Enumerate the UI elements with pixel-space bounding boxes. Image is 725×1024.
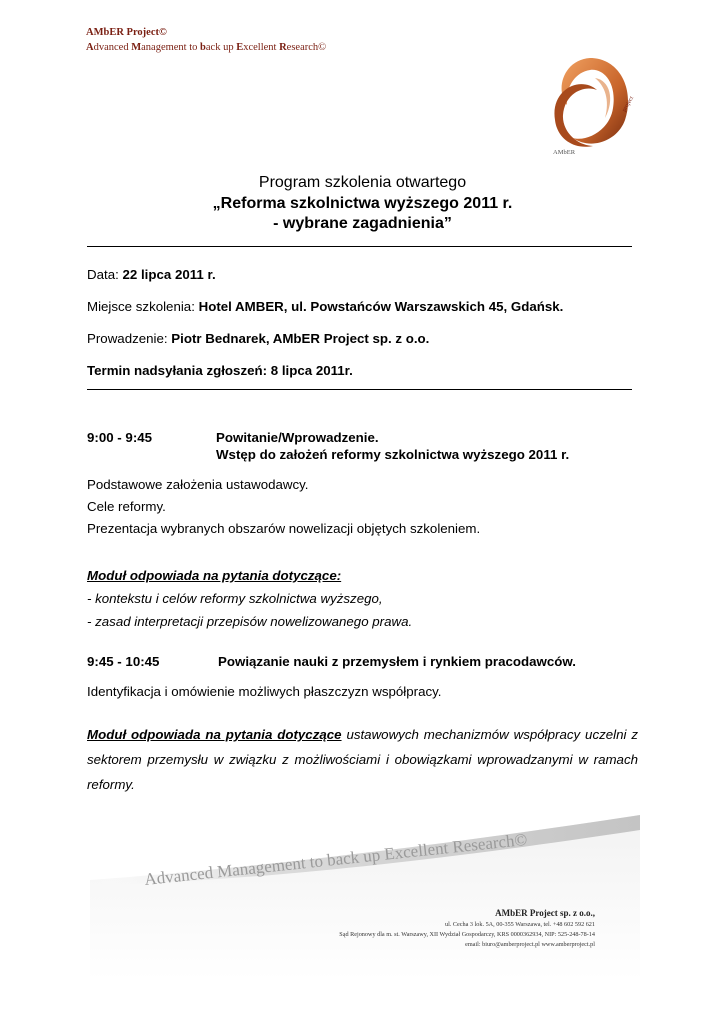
footer-address: ul. Cecha 3 lok. 5A, 00-355 Warszawa, tel. +48 602 592 621 <box>445 921 595 928</box>
program-title: Program szkolenia otwartego <box>258 174 467 191</box>
footer-court: Sąd Rejonowy dla m. st. Warszawy, XII Wydział Gospodarczy, KRS 0000362934, NIP: 525-248-78-14 <box>339 931 595 938</box>
divider-line <box>87 389 632 390</box>
svg-text:Advanced Management to back up: Advanced Management to back up Excellent Research© <box>143 829 529 889</box>
header-brand: AMbER Project© <box>86 27 167 38</box>
deadline-line: Termin nadsyłania zgłoszeń: 8 lipca 2011r. <box>87 363 353 378</box>
header-slogan: Advanced Management to back up Excellent Research© <box>86 42 327 53</box>
footer-email: email: biuro@amberproject.pl www.amberproject.pl <box>465 941 595 948</box>
module-heading: Moduł odpowiada na pytania dotyczące: <box>87 568 342 583</box>
place-line: Miejsce szkolenia: Hotel AMBER, ul. Powstańców Warszawskich 45, Gdańsk. <box>87 299 564 314</box>
list-item: Cele reformy. <box>87 499 166 514</box>
training-subtitle: - wybrane zagadnienia” <box>273 215 452 232</box>
list-item: Prezentacja wybranych obszarów nowelizacji objętych szkoleniem. <box>87 521 481 536</box>
svg-text:project: project <box>621 95 636 113</box>
list-item: Podstawowe założenia ustawodawcy. <box>87 477 309 492</box>
session1-subtitle: Wstęp do założeń reformy szkolnictwa wyższego 2011 r. <box>216 447 570 462</box>
session1-title: Powitanie/Wprowadzenie. <box>216 430 379 445</box>
list-item: Identyfikacja i omówienie możliwych płaszczyzn współpracy. <box>87 684 442 699</box>
date-line: Data: 22 lipca 2011 r. <box>87 267 216 282</box>
svg-text:AMbER: AMbER <box>553 149 576 156</box>
module-item: - zasad interpretacji przepisów nowelizowanego prawa. <box>87 614 413 629</box>
session2-time: 9:45 - 10:45 <box>87 654 160 669</box>
divider-line <box>87 246 632 247</box>
footer-company: AMbER Project sp. z o.o., <box>495 908 595 918</box>
module-item: - kontekstu i celów reformy szkolnictwa wyższego, <box>87 591 383 606</box>
footer-wave-graphic <box>80 810 650 980</box>
training-title: „Reforma szkolnictwa wyższego 2011 r. <box>212 195 513 212</box>
module-paragraph: Moduł odpowiada na pytania dotyczące ustawowych mechanizmów współpracy uczelni z sektorem przemysłu w związku z możliwościami i obowiązkami wprowadzanymi w ramach reformy. <box>87 727 638 792</box>
session1-time: 9:00 - 9:45 <box>87 430 153 445</box>
lead-line: Prowadzenie: Piotr Bednarek, AMbER Project sp. z o.o. <box>87 331 430 346</box>
session2-title: Powiązanie nauki z przemysłem i rynkiem pracodawców. <box>218 654 576 669</box>
amber-swirl-logo <box>535 50 645 160</box>
